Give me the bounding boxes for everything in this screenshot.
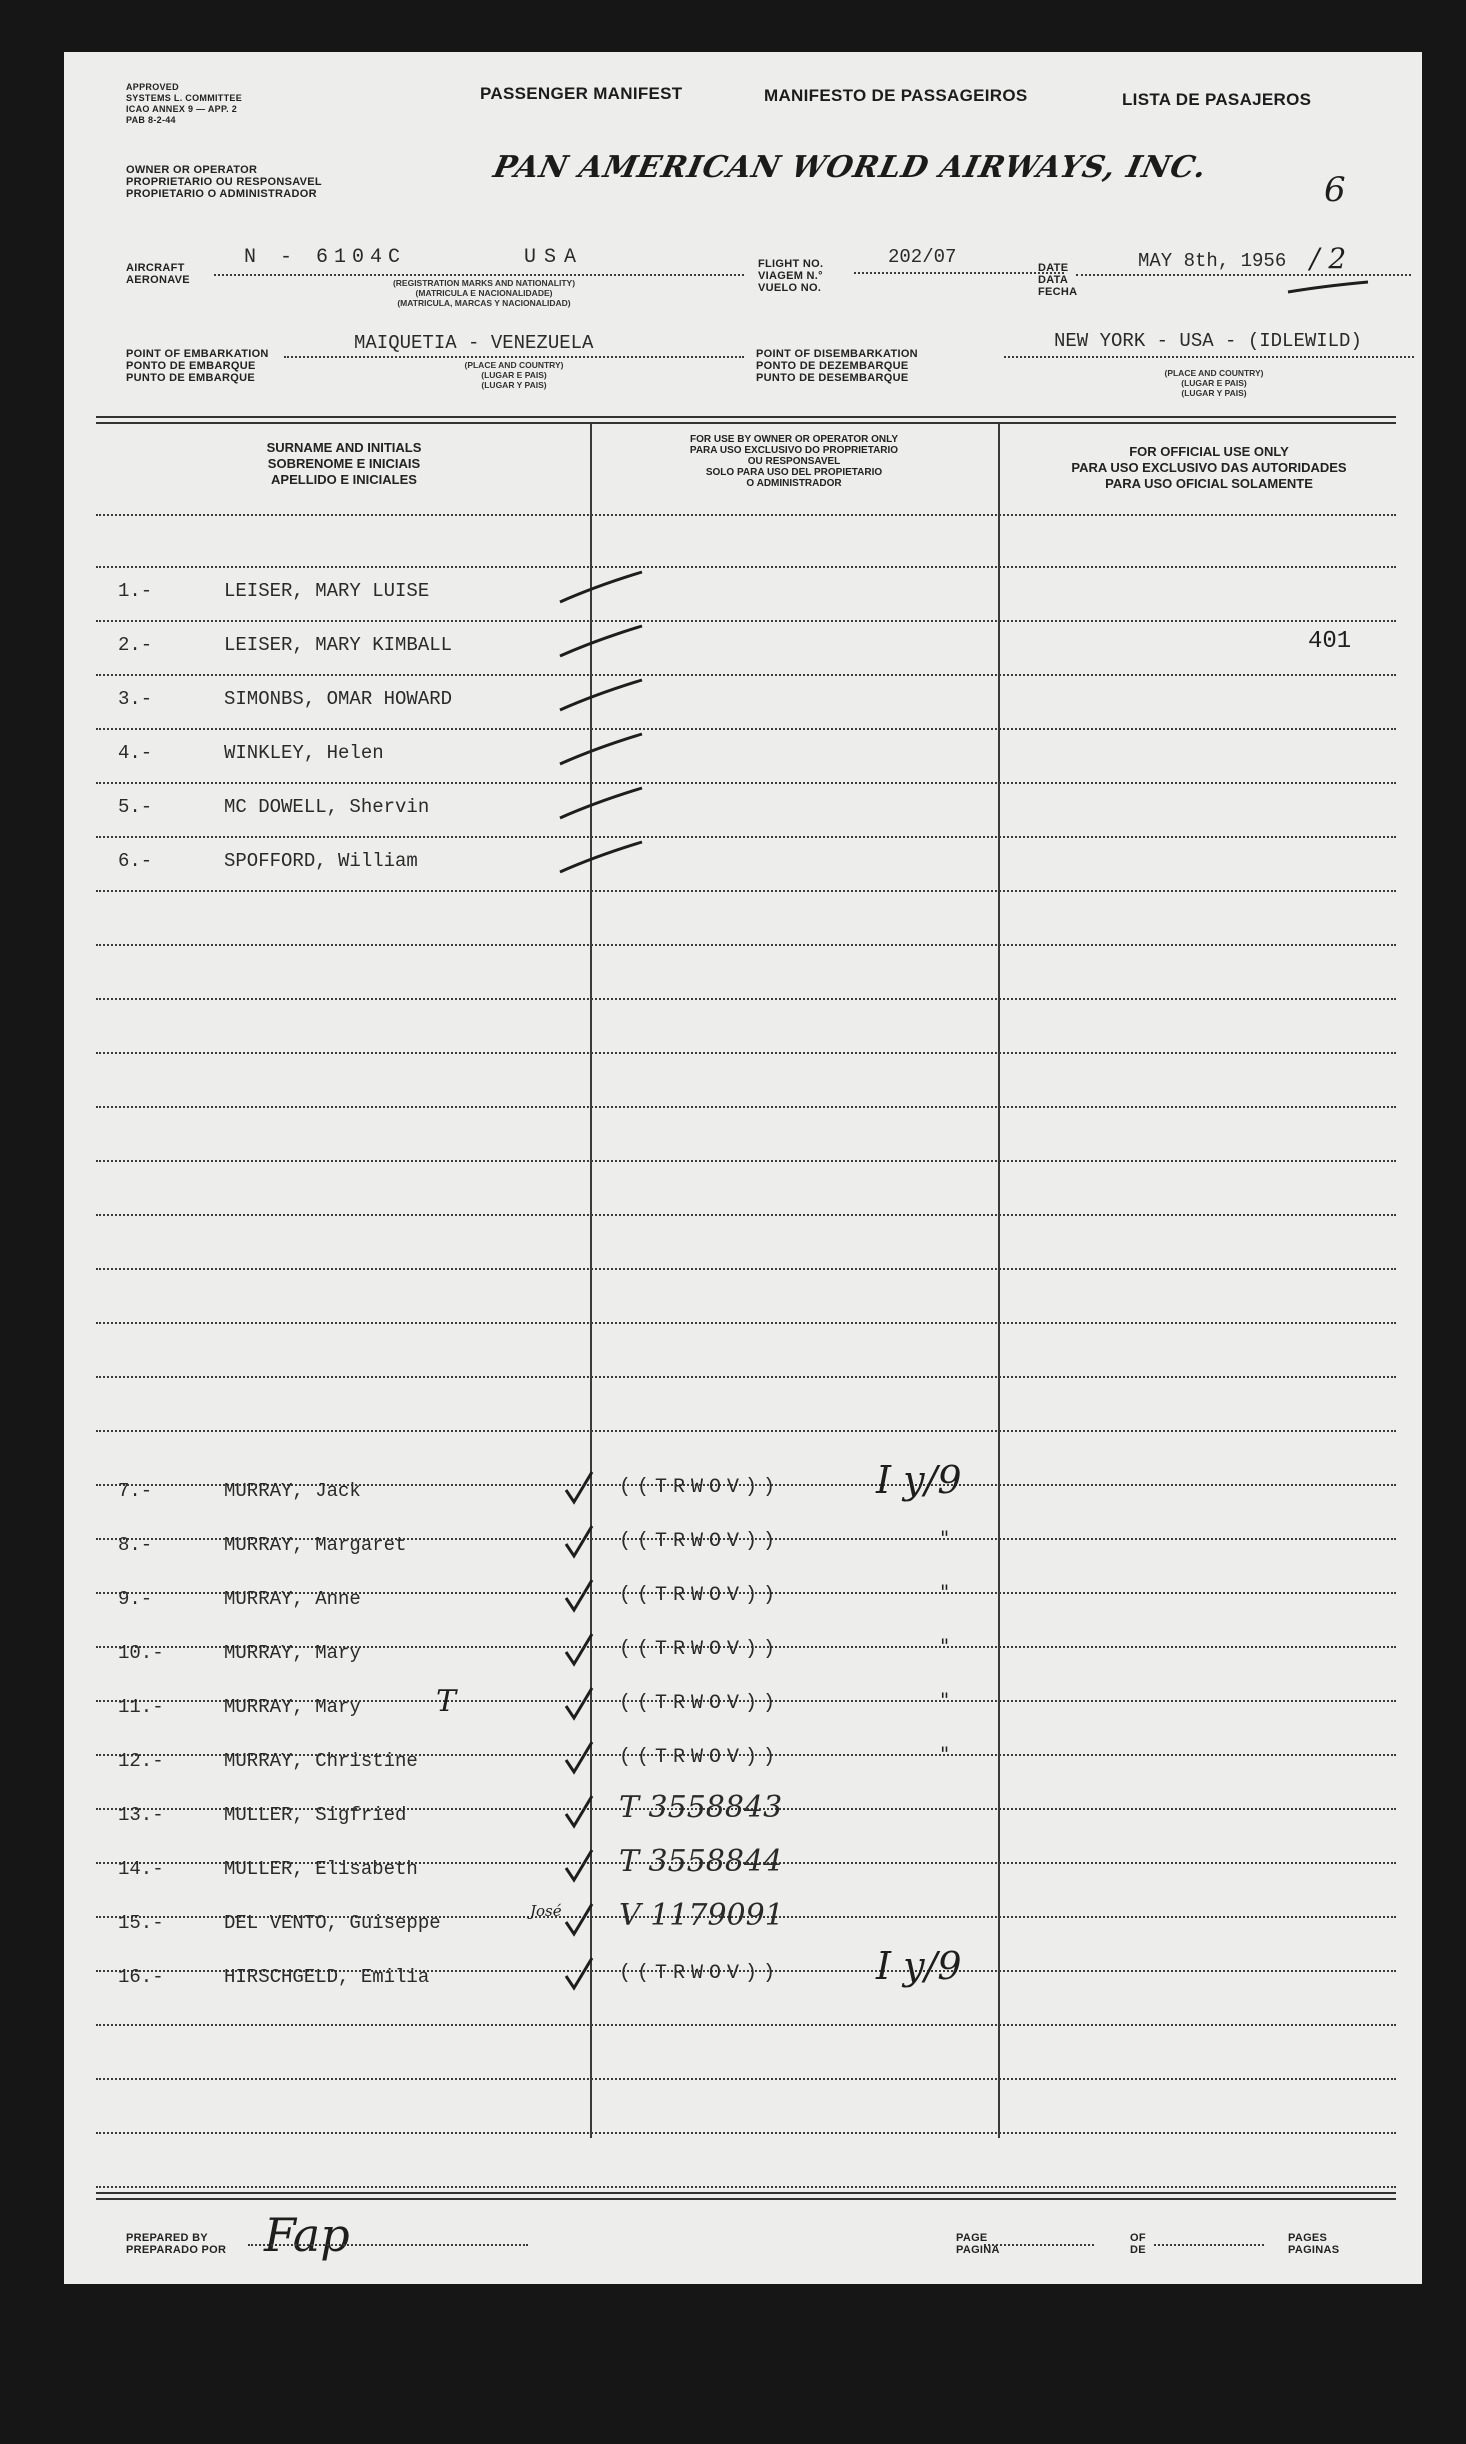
- passenger-name: SPOFFORD, William: [224, 850, 418, 872]
- disembarkation-value: NEW YORK - USA - (IDLEWILD): [1054, 330, 1362, 352]
- embarkation-label-line: POINT OF EMBARKATION: [126, 348, 269, 360]
- passenger-row: [64, 836, 1422, 886]
- check-mark: [556, 784, 646, 829]
- row-rule: [96, 1322, 1396, 1324]
- table-bottom-rule: [96, 2198, 1396, 2200]
- embarkation-sub-line: (LUGAR E PAIS): [481, 370, 547, 380]
- row-rule: [96, 514, 1396, 516]
- passenger-row: [64, 1844, 1422, 1894]
- row-rule: [96, 944, 1396, 946]
- column-header-line: SOBRENOME E INICIAIS: [267, 456, 421, 471]
- owner-use-entry: ((TRWOV)): [619, 1692, 782, 1715]
- passenger-row: [64, 782, 1422, 832]
- title-english: PASSENGER MANIFEST: [480, 84, 683, 103]
- title-spanish: LISTA DE PASAJEROS: [1122, 90, 1312, 109]
- check-mark-icon: [562, 1900, 602, 1940]
- official-use-entry: ": [940, 1526, 950, 1550]
- embarkation-label-line: PUNTO DE EMBARQUE: [126, 372, 255, 384]
- passenger-name: MURRAY, Jack: [224, 1480, 361, 1502]
- passenger-row: [64, 1574, 1422, 1624]
- check-mark: [562, 1684, 602, 1729]
- passenger-name: MURRAY, Christine: [224, 1750, 418, 1772]
- row-rule: [96, 2186, 1396, 2188]
- flight-label-line: VUELO NO.: [758, 282, 822, 294]
- check-mark-icon: [556, 784, 646, 824]
- owner-use-entry: T 3558843: [619, 1790, 783, 1825]
- passenger-row: [64, 620, 1422, 670]
- title-portuguese: MANIFESTO DE PASSAGEIROS: [764, 86, 1028, 105]
- official-use-entry: ": [940, 1634, 950, 1658]
- passenger-number: 3.-: [118, 688, 153, 710]
- disembarkation-sub-line: (LUGAR Y PAIS): [1181, 388, 1247, 398]
- check-mark: [556, 676, 646, 721]
- handwritten-note: T: [436, 1684, 457, 1719]
- date-underline: [1076, 274, 1411, 276]
- check-mark: [562, 1576, 602, 1621]
- passenger-name: MURRAY, Margaret: [224, 1534, 407, 1556]
- owner-use-entry: ((TRWOV)): [619, 1962, 782, 1985]
- table-top-rule: [96, 422, 1396, 424]
- passenger-row: [64, 1628, 1422, 1678]
- passenger-number: 16.-: [118, 1966, 164, 1988]
- passenger-name: MURRAY, Anne: [224, 1588, 361, 1610]
- table-top-rule: [96, 416, 1396, 418]
- page-mark: 6: [1324, 170, 1346, 210]
- aircraft-sub-line: (MATRICULA, MARCAS Y NACIONALIDAD): [397, 298, 571, 308]
- row-rule: [96, 2132, 1396, 2134]
- passenger-name: DEL VENTO, Guiseppe: [224, 1912, 441, 1934]
- passenger-name: MC DOWELL, Shervin: [224, 796, 430, 818]
- approval-line: SYSTEMS L. COMMITTEE: [126, 93, 243, 103]
- official-use-entry: ": [940, 1688, 950, 1712]
- embarkation-label-line: PONTO DE EMBARQUE: [126, 360, 256, 372]
- date-label-line: DATA: [1038, 274, 1069, 286]
- column-header-owner-use: [604, 434, 984, 489]
- check-mark-icon: [562, 1522, 602, 1562]
- passenger-number: 9.-: [118, 1588, 153, 1610]
- embarkation-value: MAIQUETIA - VENEZUELA: [354, 332, 594, 354]
- official-use-entry: I y/9: [876, 1944, 962, 1988]
- row-rule: [96, 1268, 1396, 1270]
- date-hand-stroke: [1284, 278, 1374, 298]
- check-mark-icon: [562, 1468, 602, 1508]
- approval-line: APPROVED: [126, 82, 179, 92]
- page-label-line: PAGE: [956, 2232, 988, 2244]
- passenger-name: MURRAY, Mary: [224, 1642, 361, 1664]
- check-mark-icon: [562, 1630, 602, 1670]
- owner-label-line: PROPIETARIO O ADMINISTRADOR: [126, 188, 317, 200]
- aircraft-sub-line: (REGISTRATION MARKS AND NATIONALITY): [392, 278, 576, 288]
- embarkation-sublabel: [444, 360, 584, 390]
- flight-label-line: VIAGEM N.°: [758, 270, 823, 282]
- prepared-by-line: PREPARED BY: [126, 2232, 208, 2244]
- check-mark: [556, 622, 646, 667]
- check-mark: [556, 838, 646, 883]
- check-mark: [562, 1738, 602, 1783]
- disembarkation-label: [756, 348, 918, 384]
- page-label-line: PAGINA: [956, 2244, 1000, 2256]
- passenger-row: [64, 1790, 1422, 1840]
- row-rule: [96, 1106, 1396, 1108]
- passenger-row: [64, 1944, 1422, 2002]
- embarkation-sub-line: (PLACE AND COUNTRY): [464, 360, 564, 370]
- passenger-row: [64, 1736, 1422, 1786]
- owner-use-entry: T 3558844: [619, 1844, 783, 1879]
- passenger-name: SIMONBS, OMAR HOWARD: [224, 688, 453, 710]
- check-mark-icon: [562, 1846, 602, 1886]
- owner-use-entry: ((TRWOV)): [619, 1638, 782, 1661]
- check-mark: [562, 1846, 602, 1891]
- date-value: MAY 8th, 1956: [1138, 250, 1287, 272]
- aircraft-registration: N - 6104C: [244, 246, 407, 269]
- owner-label: [126, 164, 322, 200]
- passenger-number: 13.-: [118, 1804, 164, 1826]
- row-rule: [96, 998, 1396, 1000]
- column-header-line: FOR USE BY OWNER OR OPERATOR ONLY: [690, 434, 898, 445]
- aircraft-label-line: AERONAVE: [126, 274, 190, 286]
- prepared-underline: [248, 2244, 528, 2246]
- check-mark: [562, 1900, 602, 1945]
- column-header-line: OU RESPONSAVEL: [747, 456, 841, 467]
- column-header-official: [1014, 444, 1404, 492]
- passenger-name: MULLER, Elisabeth: [224, 1858, 418, 1880]
- disembarkation-label-line: PUNTO DE DESEMBARQUE: [756, 372, 909, 384]
- date-label-line: FECHA: [1038, 286, 1078, 298]
- passenger-row: [64, 1682, 1422, 1732]
- column-header-line: O ADMINISTRADOR: [746, 478, 842, 489]
- manifest-page: [64, 52, 1422, 2284]
- prepared-by-line: PREPARADO POR: [126, 2244, 227, 2256]
- official-use-entry: ": [940, 1580, 950, 1604]
- embarkation-label: [126, 348, 269, 384]
- table-bottom-rule: [96, 2192, 1396, 2194]
- column-header-line: APELLIDO E INICIALES: [271, 472, 417, 487]
- aircraft-nationality: USA: [524, 246, 585, 269]
- owner-use-entry: ((TRWOV)): [619, 1476, 782, 1499]
- flight-underline: [854, 272, 1064, 274]
- disembarkation-underline: [1004, 356, 1414, 358]
- column-header-surname: [164, 440, 524, 488]
- embarkation-sub-line: (LUGAR Y PAIS): [481, 380, 547, 390]
- embarkation-underline: [284, 356, 744, 358]
- passenger-number: 10.-: [118, 1642, 164, 1664]
- aircraft-underline: [214, 274, 744, 276]
- aircraft-label-line: AIRCRAFT: [126, 262, 185, 274]
- passenger-number: 4.-: [118, 742, 153, 764]
- pages-label: [1288, 2232, 1339, 2256]
- disembarkation-label-line: POINT OF DISEMBARKATION: [756, 348, 918, 360]
- column-header-line: PARA USO OFICIAL SOLAMENTE: [1105, 476, 1313, 491]
- handwritten-note: José: [530, 1902, 562, 1920]
- passenger-row: [64, 1520, 1422, 1570]
- check-mark-icon: [556, 622, 646, 662]
- approval-line: ICAO ANNEX 9 — APP. 2: [126, 104, 237, 114]
- passenger-name: MURRAY, Mary: [224, 1696, 361, 1718]
- passenger-row: [64, 674, 1422, 724]
- passenger-number: 7.-: [118, 1480, 153, 1502]
- owner-use-entry: ((TRWOV)): [619, 1530, 782, 1553]
- passenger-number: 11.-: [118, 1696, 164, 1718]
- flight-label: [758, 258, 823, 294]
- passenger-number: 12.-: [118, 1750, 164, 1772]
- check-mark: [562, 1792, 602, 1837]
- disembarkation-label-line: PONTO DE DEZEMBARQUE: [756, 360, 909, 372]
- passenger-name: LEISER, MARY KIMBALL: [224, 634, 453, 656]
- check-mark: [562, 1630, 602, 1675]
- row-rule: [96, 1430, 1396, 1432]
- row-rule: [96, 1214, 1396, 1216]
- passenger-row: [64, 1458, 1422, 1516]
- column-header-line: SURNAME AND INITIALS: [266, 440, 422, 455]
- pages-label-line: PAGES: [1288, 2232, 1328, 2244]
- column-header-line: FOR OFFICIAL USE ONLY: [1129, 444, 1289, 459]
- flight-label-line: FLIGHT NO.: [758, 258, 824, 270]
- flight-value: 202/07: [888, 246, 957, 268]
- pages-label-line: PAGINAS: [1288, 2244, 1340, 2256]
- date-label: [1038, 262, 1077, 298]
- check-mark: [562, 1468, 602, 1513]
- passenger-name: MULLER, Sigfried: [224, 1804, 407, 1826]
- check-mark: [556, 568, 646, 613]
- check-mark-icon: [562, 1792, 602, 1832]
- passenger-number: 8.-: [118, 1534, 153, 1556]
- passenger-number: 2.-: [118, 634, 153, 656]
- row-rule: [96, 890, 1396, 892]
- passenger-name: LEISER, MARY LUISE: [224, 580, 430, 602]
- check-mark-icon: [556, 676, 646, 716]
- passenger-row: [64, 1898, 1422, 1948]
- official-use-entry: 401: [1308, 628, 1352, 655]
- approval-block: [126, 82, 242, 126]
- owner-value: PAN AMERICAN WORLD AIRWAYS, INC.: [490, 150, 1211, 185]
- aircraft-sub-line: (MATRICULA E NACIONALIDADE): [415, 288, 553, 298]
- passenger-number: 15.-: [118, 1912, 164, 1934]
- row-rule: [96, 2024, 1396, 2026]
- passenger-name: HIRSCHGELD, Emilia: [224, 1966, 430, 1988]
- column-header-line: SOLO PARA USO DEL PROPIETARIO: [705, 467, 883, 478]
- official-use-entry: I y/9: [876, 1458, 962, 1502]
- row-rule: [96, 2078, 1396, 2080]
- passenger-name: WINKLEY, Helen: [224, 742, 384, 764]
- passenger-number: 6.-: [118, 850, 153, 872]
- date-handwritten: / 2: [1310, 242, 1347, 275]
- check-mark-icon: [562, 1576, 602, 1616]
- check-mark: [556, 730, 646, 775]
- passenger-row: [64, 728, 1422, 778]
- of-label: [1130, 2232, 1146, 2256]
- check-mark-icon: [556, 730, 646, 770]
- check-mark-icon: [562, 1684, 602, 1724]
- date-label-line: DATE: [1038, 262, 1069, 274]
- owner-use-entry: V 1179091: [619, 1898, 784, 1933]
- owner-use-entry: ((TRWOV)): [619, 1584, 782, 1607]
- passenger-row: [64, 566, 1422, 616]
- of-label-line: OF: [1130, 2232, 1146, 2244]
- row-rule: [96, 1160, 1396, 1162]
- row-rule: [96, 1376, 1396, 1378]
- check-mark: [562, 1954, 602, 1999]
- row-rule: [96, 1052, 1396, 1054]
- owner-label-line: PROPRIETARIO OU RESPONSAVEL: [126, 176, 322, 188]
- aircraft-label: [126, 262, 190, 286]
- check-mark-icon: [562, 1954, 602, 1994]
- column-header-line: PARA USO EXCLUSIVO DAS AUTORIDADES: [1071, 460, 1347, 475]
- passenger-number: 14.-: [118, 1858, 164, 1880]
- disembarkation-sub-line: (LUGAR E PAIS): [1181, 378, 1247, 388]
- of-underline: [1154, 2244, 1264, 2246]
- disembarkation-sub-line: (PLACE AND COUNTRY): [1164, 368, 1264, 378]
- prepared-by-label: [126, 2232, 226, 2256]
- column-header-line: PARA USO EXCLUSIVO DO PROPRIETARIO: [689, 445, 899, 456]
- disembarkation-sublabel: [1144, 368, 1284, 398]
- prepared-by-signature: Fap: [264, 2208, 350, 2262]
- check-mark-icon: [556, 568, 646, 608]
- passenger-number: 1.-: [118, 580, 153, 602]
- check-mark-icon: [556, 838, 646, 878]
- owner-label-line: OWNER OR OPERATOR: [126, 164, 258, 176]
- approval-line: PAB 8-2-44: [126, 115, 176, 125]
- page-underline: [984, 2244, 1094, 2246]
- of-label-line: DE: [1130, 2244, 1146, 2256]
- owner-use-entry: ((TRWOV)): [619, 1746, 782, 1769]
- check-mark: [562, 1522, 602, 1567]
- aircraft-sublabel: [294, 278, 674, 308]
- check-mark-icon: [562, 1738, 602, 1778]
- official-use-entry: ": [940, 1742, 950, 1766]
- passenger-number: 5.-: [118, 796, 153, 818]
